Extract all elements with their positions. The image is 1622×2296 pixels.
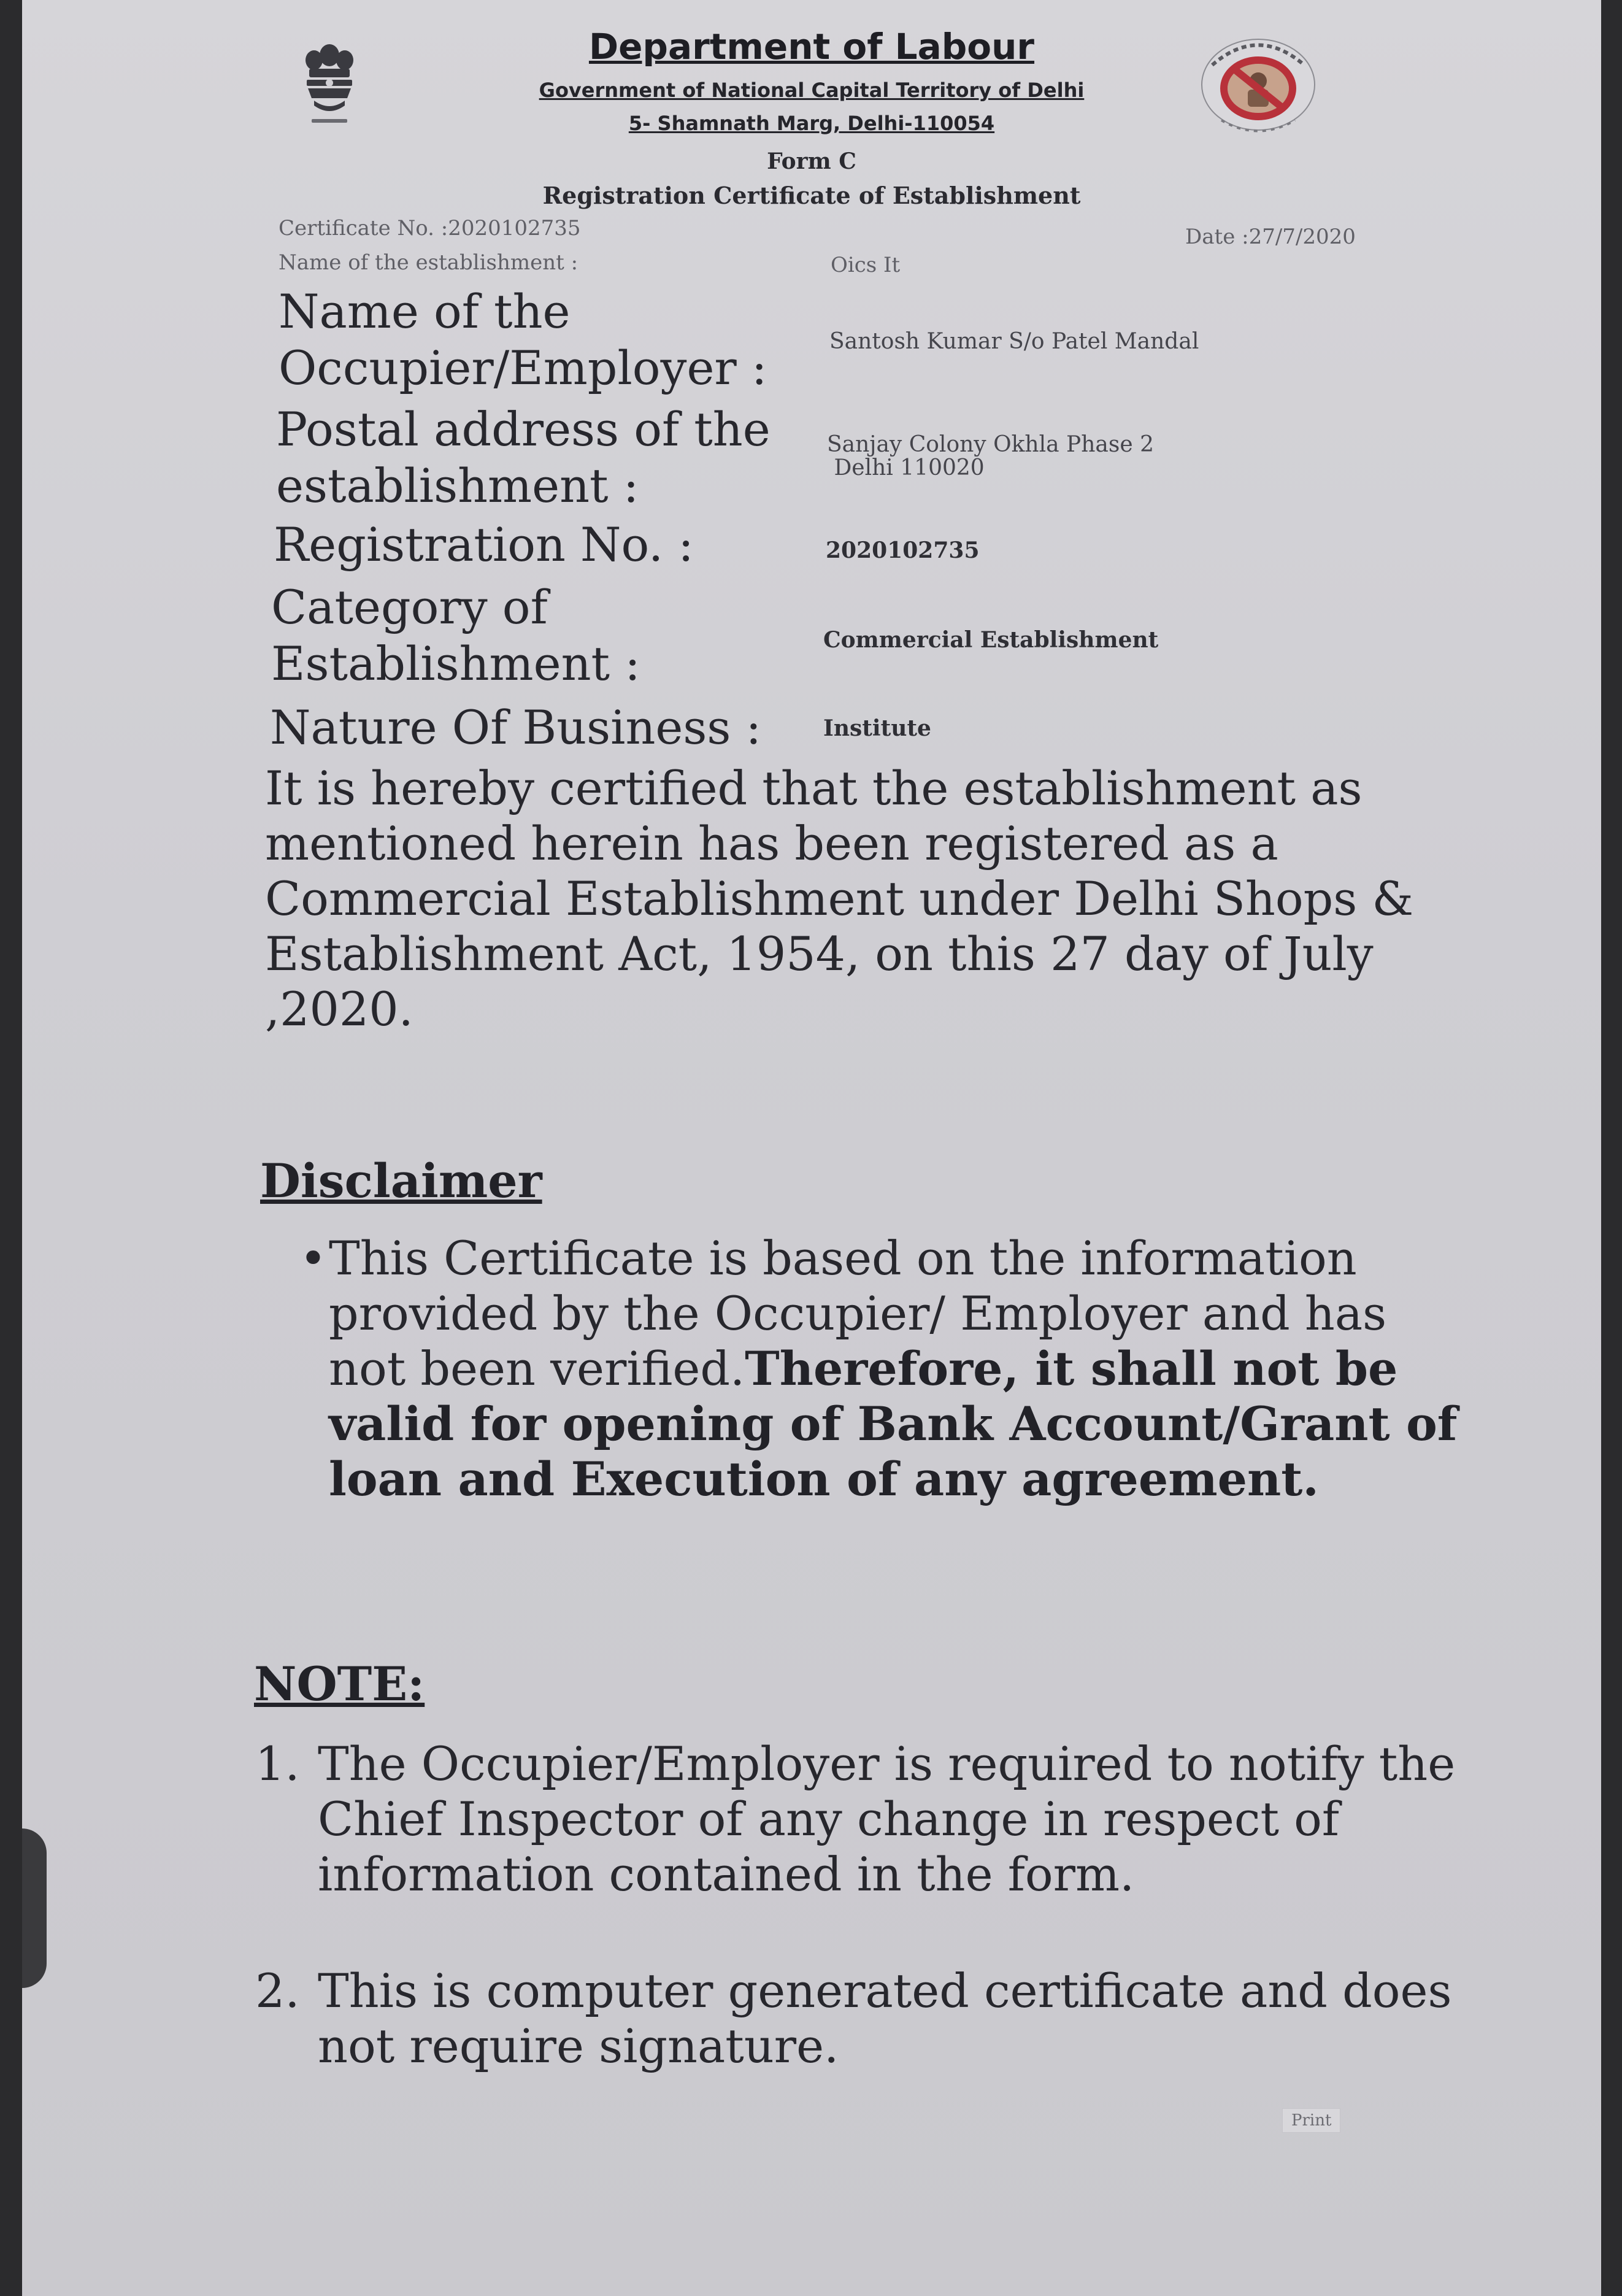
establishment-name-label: Name of the establishment : <box>279 250 578 275</box>
note-item-text: The Occupier/Employer is required to notify the Chief Inspector of any change in respect of information contained in the form. <box>318 1736 1456 1901</box>
establishment-name-value: Oics It <box>831 253 901 277</box>
disclaimer-bullet: • <box>299 1231 327 1285</box>
category-label: Category of Establishment : <box>271 580 640 691</box>
print-button[interactable]: Print <box>1282 2108 1340 2133</box>
disclaimer-text <box>329 1231 1458 1507</box>
note-heading: NOTE: <box>254 1657 425 1711</box>
occupier-value: Santosh Kumar S/o Patel Mandal <box>829 329 1199 354</box>
certification-statement: It is hereby certified that the establishment as mentioned herein has been registered as a Commercial Establishment under Delhi Shops & Establishment Act, 1954, on this 27 day of July ,2020. <box>265 761 1414 1036</box>
registration-number-value: 2020102735 <box>826 537 980 563</box>
postal-address-label: Postal address of the establishment : <box>276 402 771 513</box>
page-edge-shadow <box>22 1828 47 1988</box>
certificate-paper <box>22 0 1601 2296</box>
certificate-title: Registration Certificate of Establishment <box>542 182 1081 209</box>
nature-of-business-value: Institute <box>823 715 931 741</box>
note-item-number: 2. <box>255 1963 300 2018</box>
disclaimer-bold-text: Therefore, it shall not be valid for opening of Bank Account/Grant of loan and Execution of any agreement. <box>329 1341 1458 1506</box>
note-item-number: 1. <box>255 1736 300 1791</box>
category-value: Commercial Establishment <box>823 627 1159 653</box>
form-label: Form C <box>767 148 856 174</box>
certificate-number: Certificate No. :2020102735 <box>279 216 581 241</box>
nature-of-business-label: Nature Of Business : <box>270 700 762 755</box>
department-title: Department of Labour <box>588 26 1035 67</box>
postal-address-value: Sanjay Colony Okhla Phase 2 Delhi 110020 <box>827 432 1155 480</box>
government-subtitle: Government of National Capital Territory of Delhi <box>539 79 1085 102</box>
certificate-date: Date :27/7/2020 <box>1185 225 1356 249</box>
department-address: 5- Shamnath Marg, Delhi-110054 <box>628 112 995 135</box>
note-item-text: This is computer generated certificate and does not require signature. <box>318 1963 1452 2073</box>
disclaimer-heading: Disclaimer <box>260 1154 542 1208</box>
occupier-label: Name of the Occupier/Employer : <box>279 284 767 395</box>
registration-number-label: Registration No. : <box>274 517 694 572</box>
disclaimer-regular-text: This Certificate is based on the information provided by the Occupier/ Employer and has not been verified. <box>329 1231 1387 1396</box>
